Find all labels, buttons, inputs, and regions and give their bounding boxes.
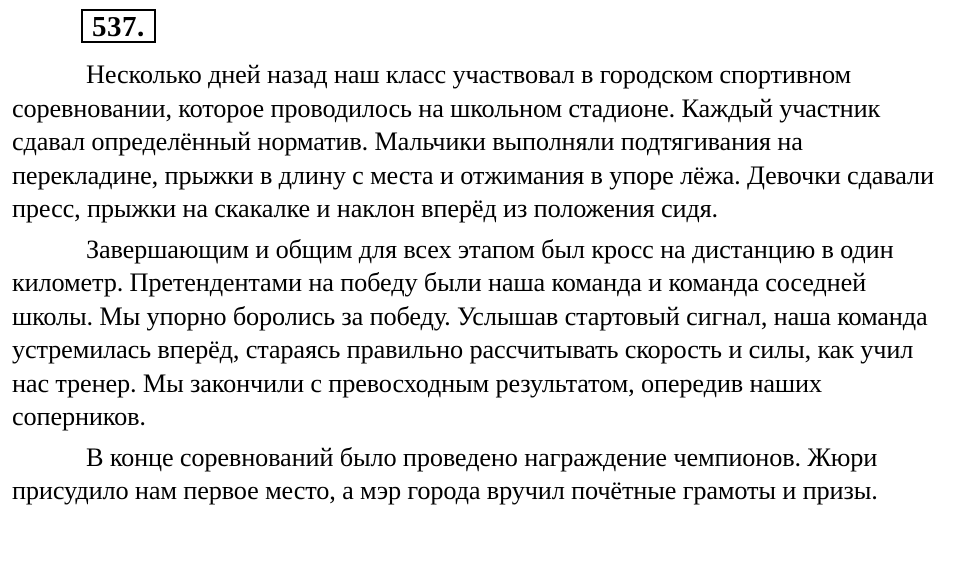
paragraph-2: Завершающим и общим для всех этапом был кросс на дистанцию в один километр. Претендентами на победу были наша команда и команда соседней школы. Мы упорно боролись за победу. Услышав стартовый сигнал, наша команда устремилась вперёд, стараясь правильно рассчитывать скорость и силы, как учил нас тренер. Мы закончили с превосходным результатом, опередив наших соперников. xyxy=(12,234,928,431)
paragraph-3: В конце соревнований было проведено награждение чемпионов. Жюри присудило нам первое место, а мэр города вручил почётные грамоты и призы. xyxy=(12,442,878,505)
paragraph-1: Несколько дней назад наш класс участвовал в городском спортивном соревновании, которое проводилось на школьном стадионе. Каждый участник сдавал определённый норматив. Мальчики выполняли подтягивания на перекладине, прыжки в длину с места и отжимания в упоре лёжа. Девочки сдавали пресс, прыжки на скакалке и наклон вперёд из положения сидя. xyxy=(12,60,934,223)
exercise-text xyxy=(12,58,948,508)
exercise-number-box: 537. xyxy=(81,9,156,43)
